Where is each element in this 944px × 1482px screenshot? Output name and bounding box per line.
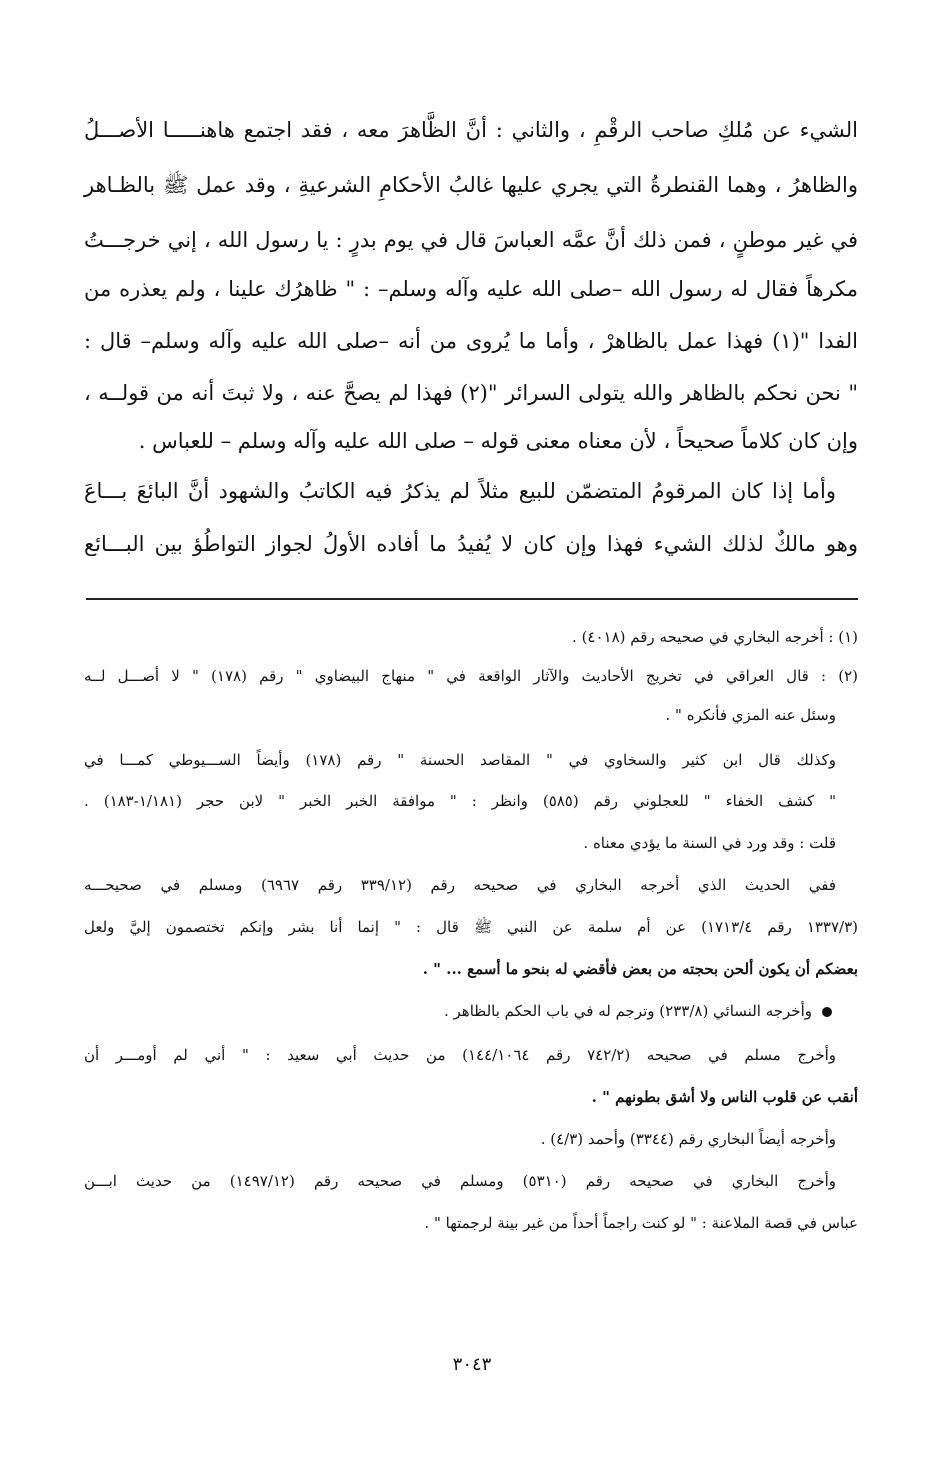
footnote-line: (٢) : قال العراقي في تخريج الأحاديث والآثار الواقعة في " منهاج البيضاوي " رقم (١٧٨) " لا أصـــل لــه — [84, 667, 858, 685]
body-line: وإن كان كلاماً صحيحاً ، لأن معناه معنى قوله – صلى الله عليه وآله وسلم – للعباس . — [138, 429, 858, 453]
body-line: " نحن نحكم بالظاهر والله يتولى السرائر "(٢) فهذا لم يصحَّ عنه ، ولا ثبتَ أنه من قولــه ، — [84, 381, 858, 405]
bullet-icon — [822, 1007, 832, 1017]
footnote-line: (١٣٣٧/٣ رقم ١٧١٣/٤) عن أم سلمة عن النبي ﷺ قال : " إنما أنا بشر وإنكم تختصمون إليَّ ولعل — [84, 918, 859, 936]
body-line: الفدا "(١) فهذا عمل بالظاهرْ ، وأما ما يُروى من أنه –صلى الله عليه وآله وسلم– قال : — [84, 329, 858, 353]
footnote-line: وأخرج مسلم في صحيحه (٧٤٢/٢ رقم ١٤٤/١٠٦٤) من حديث أبي سعيد : " أني لم أومـــر أن — [84, 1046, 836, 1064]
footnote-line: وكذلك قال ابن كثير والسخاوي في " المقاصد الحسنة " رقم (١٧٨) وأيضاً الســـيوطي كمـــا في — [84, 751, 836, 769]
body-line: مكرهاً فقال له رسول الله –صلى الله عليه وآله وسلم– : " ظاهرُك علينا ، ولم يعذره من — [84, 277, 858, 301]
footnote-line: أنقب عن قلوب الناس ولا أشق بطونهم " . — [591, 1088, 858, 1106]
footnote-separator — [86, 598, 858, 600]
footnote-line: وأخرجه أيضاً البخاري رقم (٣٣٤٤) وأحمد (٤/٣) . — [540, 1130, 836, 1148]
body-line: الشيء عن مُلكِ صاحب الرقْمِ ، والثاني : أنَّ الظَّاهرَ معه ، فقد اجتمع هاهنـــــا الأصـــلُ — [84, 118, 858, 142]
body-line: وهو مالكٌ لذلك الشيء فهذا وإن كان لا يُفيدُ ما أفاده الأولُ لجواز التواطُؤ بين البـــائع — [84, 532, 858, 556]
footnote-line: " كشف الخفاء " للعجلوني رقم (٥٨٥) وانظر : " موافقة الخبر الخبر " لابن حجر (١/١٨١-١٨٣) . — [84, 792, 837, 810]
footnote-line: بعضكم أن يكون ألحن بحجته من بعض فأقضي له بنحو ما أسمع ... " . — [422, 960, 858, 978]
footnote-line: عباس في قصة الملاعنة : " لو كنت راجماً أحداً من غير بينة لرجمتها " . — [424, 1214, 858, 1232]
body-line: في غير موطنٍ ، فمن ذلك أنَّ عمَّه العباسَ قال في يوم بدرٍ : يا رسول الله ، إني خرجـــتُ — [84, 228, 858, 252]
body-line: والظاهرُ ، وهما القنطرةُ التي يجري عليها غالبُ الأحكامِ الشرعيةِ ، وقد عمل ﷺ بالظـاهر — [84, 173, 858, 197]
footnote-line: (١) : أخرجه البخاري في صحيحه رقم (٤٠١٨) . — [572, 628, 858, 646]
page-number: ٣٠٤٣ — [452, 1354, 492, 1375]
footnote-line: وسئل عنه المزي فأنكره " . — [665, 706, 836, 724]
body-line: وأما إذا كان المرقومُ المتضمّن للبيع مثلاً لم يذكرُ فيه الكاتبُ والشهود أنَّ البائعَ بـــاعَ — [84, 479, 836, 503]
footnote-line: وأخرج البخاري في صحيحه رقم (٥٣١٠) ومسلم في صحيحه رقم (١٤٩٧/١٢) من حديث ابـــن — [84, 1172, 836, 1190]
footnote-line: وأخرجه النسائي (٢٣٣/٨) وترجم له في باب الحكم بالظاهر . — [443, 1002, 812, 1020]
footnote-line: ففي الحديث الذي أخرجه البخاري في صحيحه رقم (٣٣٩/١٢ رقم ٦٩٦٧) ومسلم في صحيحـــه — [84, 876, 836, 894]
footnote-line: قلت : وقد ورد في السنة ما يؤدي معناه . — [583, 834, 836, 852]
